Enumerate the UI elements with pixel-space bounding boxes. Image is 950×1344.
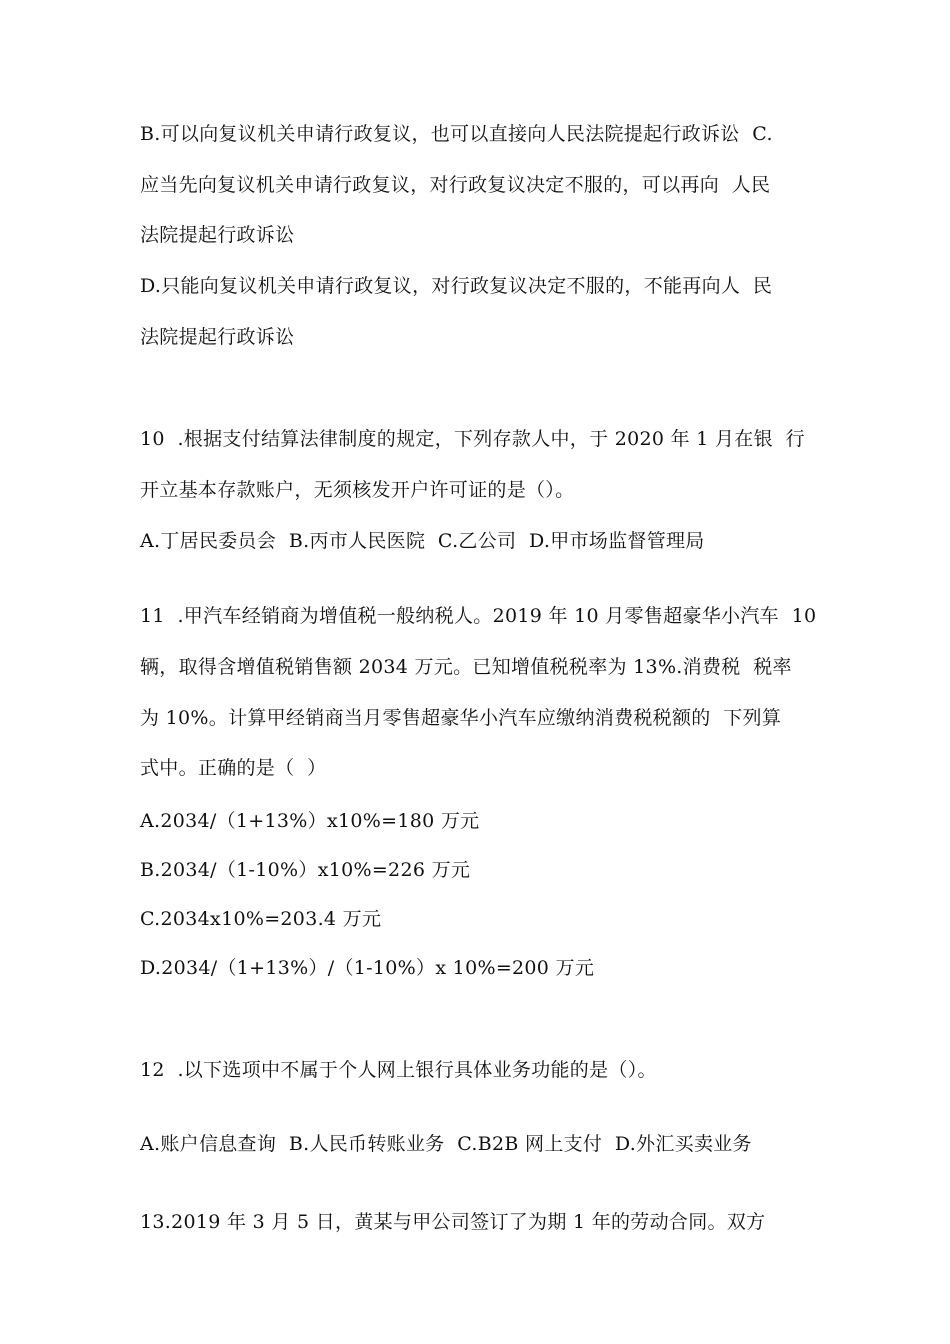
- option-c-line-2: 法院提起行政诉讼: [140, 224, 295, 246]
- question-10-options: A.丁居民委员会 B.丙市人民医院 C.乙公司 D.甲市场监督管理局: [140, 530, 705, 552]
- question-13-line-1: 13.2019 年 3 月 5 日，黄某与甲公司签订了为期 1 年的劳动合同。双方: [140, 1211, 766, 1233]
- question-11-line-3: 为 10%。计算甲经销商当月零售超豪华小汽车应缴纳消费税税额的 下列算: [140, 707, 782, 729]
- question-11-option-b: B.2034/（1-10%）x10%=226 万元: [140, 859, 471, 881]
- question-11-line-4: 式中。正确的是（ ）: [140, 757, 327, 779]
- option-b-line-1: B.可以向复议机关申请行政复议，也可以直接向人民法院提起行政诉讼 C.: [140, 123, 773, 145]
- option-d-line-2: 法院提起行政诉讼: [140, 326, 295, 348]
- question-10-line-1: 10 .根据支付结算法律制度的规定，下列存款人中，于 2020 年 1 月在银 行: [140, 428, 805, 450]
- question-11-line-1: 11 .甲汽车经销商为增值税一般纳税人。2019 年 10 月零售超豪华小汽车 10: [140, 605, 817, 627]
- question-10-line-2: 开立基本存款账户，无须核发开户许可证的是（）。: [140, 479, 575, 501]
- option-c-line-1: 应当先向复议机关申请行政复议，对行政复议决定不服的，可以再向 人民: [140, 174, 771, 196]
- question-11-line-2: 辆，取得含增值税销售额 2034 万元。已知增值税税率为 13%.消费税 税率: [140, 656, 792, 678]
- option-d-line-1: D.只能向复议机关申请行政复议，对行政复议决定不服的，不能再向人 民: [140, 275, 773, 297]
- question-12-line-1: 12 .以下选项中不属于个人网上银行具体业务功能的是（）。: [140, 1059, 657, 1081]
- question-11-option-d: D.2034/（1+13%）/（1-10%）x 10%=200 万元: [140, 957, 595, 979]
- question-11-option-c: C.2034x10%=203.4 万元: [140, 908, 382, 930]
- question-11-option-a: A.2034/（1+13%）x10%=180 万元: [140, 810, 480, 832]
- question-12-options: A.账户信息查询 B.人民币转账业务 C.B2B 网上支付 D.外汇买卖业务: [140, 1133, 752, 1155]
